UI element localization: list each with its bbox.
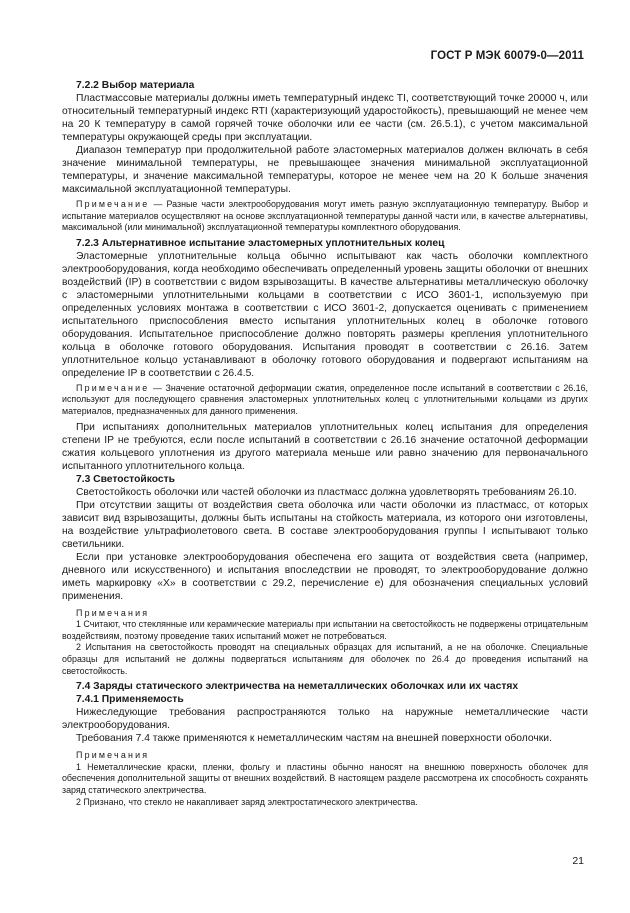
note <box>62 383 588 418</box>
notes-title: Примечания <box>76 750 150 761</box>
note: 2 Испытания на светостойкость проводят на специальных образцах для испытаний, а не на оболочке. Специальные образцы для испытаний не должны подвергаться испытаниям для оболочек по 26.4 до проведения испытаний на светостойкость. <box>62 642 588 676</box>
paragraph: Если при установке электрооборудования обеспечена его защита от воздействия света (например, дневного или искусственного) и испытания впоследствии не проводят, то электрооборудование должно иметь маркировку «X» в соответствии с 29.2, перечисление е) для обозначения специальных условий применения. <box>62 551 588 602</box>
section-7-2-3-title: 7.2.3 Альтернативное испытание эластомерных уплотнительных колец <box>76 237 445 249</box>
notes-title: Примечания <box>76 607 150 618</box>
section-7-2-2-title: 7.2.2 Выбор материала <box>76 80 195 91</box>
note <box>62 199 588 234</box>
note-lead: Примечание <box>76 382 150 393</box>
note-lead: Примечание <box>76 199 150 209</box>
paragraph: Эластомерные уплотнительные кольца обычно испытывают как часть оболочки комплектного электрооборудования, когда необходимо обеспечивать определенный уровень защиты оболочки от внешних воздействий (IP) в соответствии с видом взрывозащиты. В качестве альтернативы металлическую оболочку с эластомерными уплотнительными кольцами в соответствии с ИСО 3601-1, используемую при определенных условиях монтажа в соответствии с ИСО 3601-2, допускается оценивать с применением испытательного приспособления вместо испытания уплотнительных колец в оболочке готового оборудования. Испытательное приспособление должно повторять размеры крепления уплотнительного кольца в оболочке готового оборудования. Испытания проводят в соответствии с 26.16. Затем уплотнительное кольцо устанавливают в оболочку готового оборудования и подвергают испытаниям на определение IP в соответствии с 26.4.5. <box>62 250 588 379</box>
paragraph: Диапазон температур при продолжительной работе эластомерных материалов должен включать в себя значение минимальной температуры, не превышающее значения минимальной эксплуатационной температуры, и значение максимальной температуры, которое не менее чем на 20 К больше значения максимальной эксплуатационной температуры. <box>62 145 588 195</box>
document-body <box>62 79 588 808</box>
paragraph: Светостойкость оболочки или частей оболочки из пластмасс должна удовлетворять требованиям 26.10. <box>76 486 577 498</box>
paragraph: При отсутствии защиты от воздействия света оболочка или части оболочки из пластмасс, от которых зависит вид взрывозащиты, должны быть испытаны на стойкость материала, из которого они изготовлены, на воздействие ультрафиолетового света. В составе электрооборудования группы I испытывают только светильники. <box>62 499 588 550</box>
paragraph: Требования 7.4 также применяются к неметаллическим частям на внешней поверхности оболочки. <box>76 733 552 745</box>
note: 1 Считают, что стеклянные или керамические материалы при испытании на светостойкость не подвержены отрицательным воздействиям, поэтому проведение таких испытаний может не потребоваться. <box>62 619 588 641</box>
note: 2 Признано, что стекло не накапливает заряд электростатического электричества. <box>76 796 418 807</box>
note-text: — Значение остаточной деформации сжатия, определенное после испытаний в соответствии с 26.16, используют для последующего сравнения эластомерных уплотнительных колец с уплотнительными кольцами из других материалов, предназначенных для данного применения. <box>62 382 588 416</box>
note: 1 Неметаллические краски, пленки, фольгу и пластины обычно наносят на внешнюю поверхность оболочек для обеспечения дополнительной защиты от внешних воздействий. В настоящем разделе рассмотрена их способность сохранять заряд статического электричества. <box>62 761 588 795</box>
paragraph: Пластмассовые материалы должны иметь температурный индекс TI, соответствующий точке 20000 ч, или относительный температурный индекс RTI (характеризующий ударостойкость), превышающий не менее чем на 20 К температуру в самой горячей точке оболочки или ее части (см. 26.5.1), с учетом максимальной температуры окружающей среды при эксплуатации. <box>62 93 588 143</box>
paragraph: Нижеследующие требования распространяются только на наружные неметаллические части электрооборудования. <box>62 707 588 732</box>
note-text: — Разные части электрооборудования могут иметь разную эксплуатационную температуру. Выбор и испытание материалов осуществляют на основе эксплуатационной температуры данной части или, в качестве альтернативы, максимальной (или минимальной) эксплуатационной температуры комплектного оборудования. <box>62 199 588 233</box>
document-header: ГОСТ Р МЭК 60079-0—2011 <box>430 50 584 62</box>
page-number: 21 <box>572 855 584 867</box>
section-7-4-title: 7.4 Заряды статического электричества на неметаллических оболочках или их частях <box>76 681 519 693</box>
section-7-4-1-title: 7.4.1 Применяемость <box>76 694 184 706</box>
paragraph: При испытаниях дополнительных материалов уплотнительных колец испытания для определения степени IP не требуются, если после испытаний в соответствии с 26.16 значение остаточной деформации сжатия кольцевого уплотнения из другого материала меньше или равно значению для первоначального испытанного уплотнительного кольца. <box>62 421 588 472</box>
section-7-3-title: 7.3 Светостойкость <box>76 473 175 485</box>
